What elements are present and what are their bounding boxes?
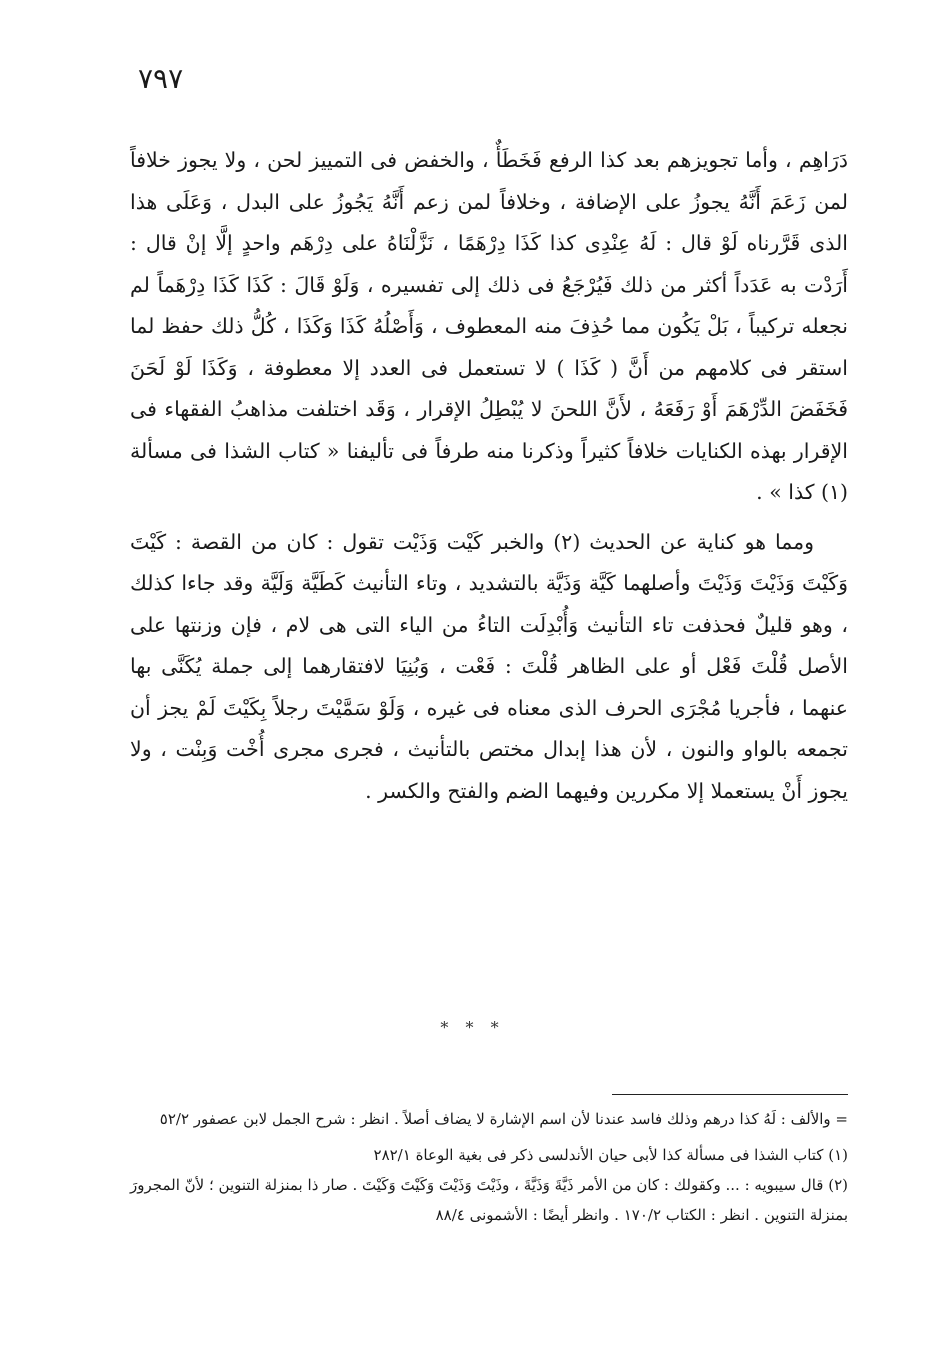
paragraph: ومما هو كناية عن الحديث (٢) والخبر كَيْت وَذَيْت تقول : كان من القصة : كَيْتَ وَكَيْتَ وَذَيْتَ وَذَيْتَ وأصلهما كَيَّة وَذَيَّة بالتشديد ، وتاء التأنيث كَطَيَّة وَلَيَّة وقد جاءا كذلك ، وهو قليلٌ فحذفت تاء التأنيث وَأُبْدِلَت التاءُ من الياء التى هى لام ، فإن وزنتها على الأصل قُلْتَ فَعْل أو على الظاهر قُلْتَ : فَعْت ، وَبُنِيَا لافتقارهما إلى جملة يُكَنَّى بها عنهما ، فأجريا مُجْرَى الحرف الذى معناه فى غيره ، وَلَوْ سَمَّيْتَ رجلاً بِكَيْتَ لَمْ يجز أن تجمعه بالواو والنون ، لأن هذا إبدال مختص بالتأنيث ، فجرى مجرى أُخْت وَبِنْت ، ولا يجوز أَنْ يستعملا إلا مكررين وفيهما الضم والفتح والكسر . xyxy=(130,529,848,803)
footnotes xyxy=(130,1104,848,1230)
footnote-divider xyxy=(612,1094,848,1095)
page-number: ٧٩٧ xyxy=(138,62,184,95)
footnote-2: (٢) قال سيبويه : ... وكقولك : كان من الأمر ذَيَّةَ وَذَيَّةَ ، وذَيْتَ وَذَيْتَ وَكَيْتَ وَكَيْتَ . صار ذا بمنزلة التنوين ؛ لأنّ المجرورَ بمنزلة التنوين . انظر : الكتاب ١٧٠/٢ . وانظر أيضًا : الأشمونى ٨٨/٤ xyxy=(130,1176,848,1224)
section-separator: * * * xyxy=(440,1018,505,1037)
footnote-1: (١) كتاب الشذا فى مسألة كذا لأبى حيان الأندلسى ذكر فى بغية الوعاة ٢٨٢/١ xyxy=(373,1146,848,1164)
footnote-continuation: = والألف : لَهُ كذا درهم وذلك فاسد عندنا لأن اسم الإشارة لا يضاف أصلاً . انظر : شرح الجمل لابن عصفور ٥٢/٢ xyxy=(159,1110,848,1128)
paragraph: دَرَاهِم ، وأما تجويزهم بعد كذا الرفع فَخَطَأٌ ، والخفض فى التمييز لحن ، ولا يجوز خلافاً لمن زَعَمَ أَنَّهُ يجوزُ على الإضافة ، وخلافاً لمن زعم أَنَّهُ يَجُوزُ على البدل ، وَعَلَى هذا الذى قَرَّرناه لَوْ قال : لَهُ عِنْدِى كذا كَذَا دِرْهَمًا ، نَزَّلْنَاهُ على دِرْهَم واحدٍ إلَّا إنْ قال : أَرَدْت به عَدَداً أكثر من ذلك فَيُرْجَعُ فى ذلك إلى تفسيره ، وَلَوْ قَالَ : كَذَا كَذَا دِرْهَماً لم نجعله تركيباً ، بَلْ يَكُون مما حُذِفَ منه المعطوف ، وَأَصْلُهُ كَذَا وَكَذَا ، كُلُّ ذلك حفظ لما استقر فى كلامهم من أَنَّ ( كَذَا ) لا تستعمل فى العدد إلا معطوفة ، وَكَذَا لَوْ لَحَنَ فَخَفَضَ الدِّرْهَمَ أَوْ رَفَعَهُ ، لأَنَّ اللحنَ لا يُبْطِلُ الإقرار ، وَقَد اختلفت مذاهبُ الفقهاء فى الإقرار بهذه الكنايات خلافاً كثيراً وذكرنا منه طرفاً فى تأليفنا « كتاب الشذا فى مسألة (١) كذا » . xyxy=(130,148,848,504)
main-text xyxy=(130,140,848,812)
